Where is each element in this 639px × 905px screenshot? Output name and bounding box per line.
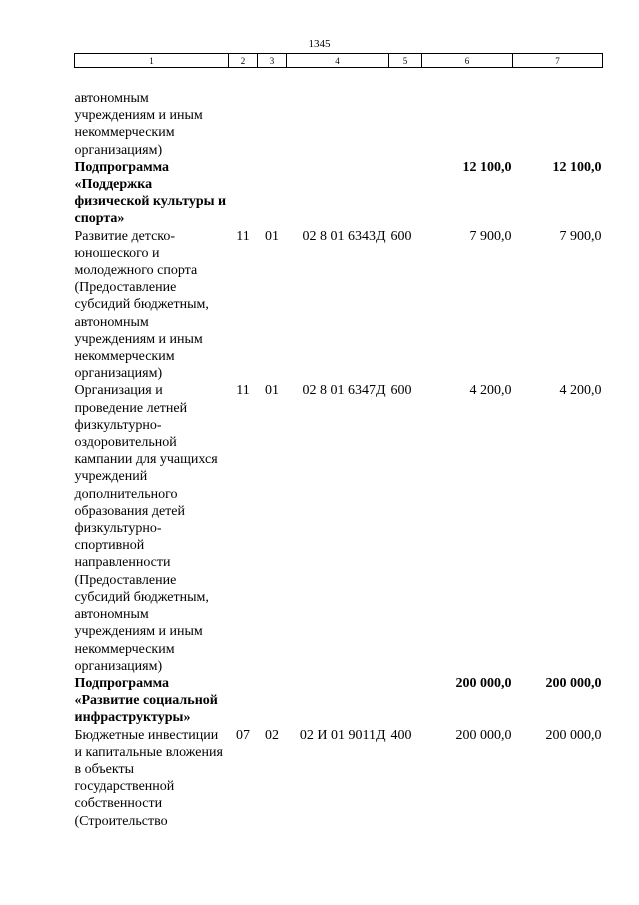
row-target-article-code: 02 8 01 6343Д [302, 228, 386, 244]
column-header-6: 6 [422, 54, 513, 68]
row-subsection-code [258, 675, 287, 727]
row-amount-2: 200 000,0 [545, 675, 602, 691]
row-subsection-code: 02 [265, 727, 279, 743]
row-target-article-code [287, 159, 389, 228]
row-amount-1 [422, 68, 513, 159]
column-number-header [75, 54, 603, 68]
row-amount-2: 200 000,0 [545, 727, 602, 743]
row-expense-type-code: 400 [390, 727, 412, 743]
table-row [75, 675, 603, 727]
row-name: Организация и проведение летней физкультурно-оздоровительной кампании для учащихся учреждений дополнительного образования детей физкультурно-спортивной направленности (Предоставление субсидий бюджетным, автономным учреждениям и иным некоммерческим организациям) [74, 383, 218, 674]
column-header-5: 5 [389, 54, 422, 68]
row-section-code: 11 [236, 228, 250, 244]
row-amount-2: 7 900,0 [559, 228, 602, 244]
table-row [75, 159, 603, 228]
table-body [75, 68, 603, 830]
row-expense-type-code [389, 68, 422, 159]
row-section-code [229, 68, 258, 159]
column-header-1: 1 [75, 54, 229, 68]
table-row [75, 228, 603, 383]
row-amount-2: 12 100,0 [552, 159, 602, 175]
row-target-article-code: 02 И 01 9011Д [299, 727, 386, 743]
row-expense-type-code: 600 [390, 228, 412, 244]
row-name: Подпрограмма «Поддержка физической культуры и спорта» [74, 159, 227, 227]
row-amount-1: 200 000,0 [455, 675, 512, 691]
row-section-code [229, 159, 258, 228]
row-target-article-code [287, 675, 389, 727]
row-amount-1: 12 100,0 [462, 159, 512, 175]
row-expense-type-code [389, 675, 422, 727]
row-section-code: 07 [236, 727, 250, 743]
column-header-3: 3 [258, 54, 287, 68]
row-amount-1: 4 200,0 [469, 383, 512, 399]
row-target-article-code [287, 68, 389, 159]
row-amount-2: 4 200,0 [559, 383, 602, 399]
row-name: автономным учреждениям и иным некоммерческим организациям) [74, 91, 203, 158]
table-row [75, 68, 603, 159]
row-expense-type-code [389, 159, 422, 228]
row-subsection-code [258, 68, 287, 159]
row-expense-type-code: 600 [390, 383, 412, 399]
table-row [75, 727, 603, 830]
row-amount-2 [513, 68, 603, 159]
column-header-7: 7 [513, 54, 603, 68]
row-name: Подпрограмма «Развитие социальной инфраструктуры» [74, 675, 218, 726]
column-header-4: 4 [287, 54, 389, 68]
page-number: 1345 [308, 38, 331, 50]
row-subsection-code: 01 [265, 228, 279, 244]
row-name: Развитие детско-юношеского и молодежного спорта (Предоставление субсидий бюджетным, автономным учреждениям и иным некоммерческим организациям) [74, 228, 209, 382]
row-target-article-code: 02 8 01 6347Д [302, 383, 386, 399]
table-row [75, 382, 603, 674]
budget-table [74, 53, 603, 830]
row-subsection-code [258, 159, 287, 228]
row-name: Бюджетные инвестиции и капитальные вложения в объекты государственной собственности (Строительство [74, 727, 223, 829]
row-subsection-code: 01 [265, 383, 279, 399]
row-section-code: 11 [236, 383, 250, 399]
row-section-code [229, 675, 258, 727]
column-header-2: 2 [229, 54, 258, 68]
row-amount-1: 7 900,0 [469, 228, 512, 244]
row-amount-1: 200 000,0 [455, 727, 512, 743]
